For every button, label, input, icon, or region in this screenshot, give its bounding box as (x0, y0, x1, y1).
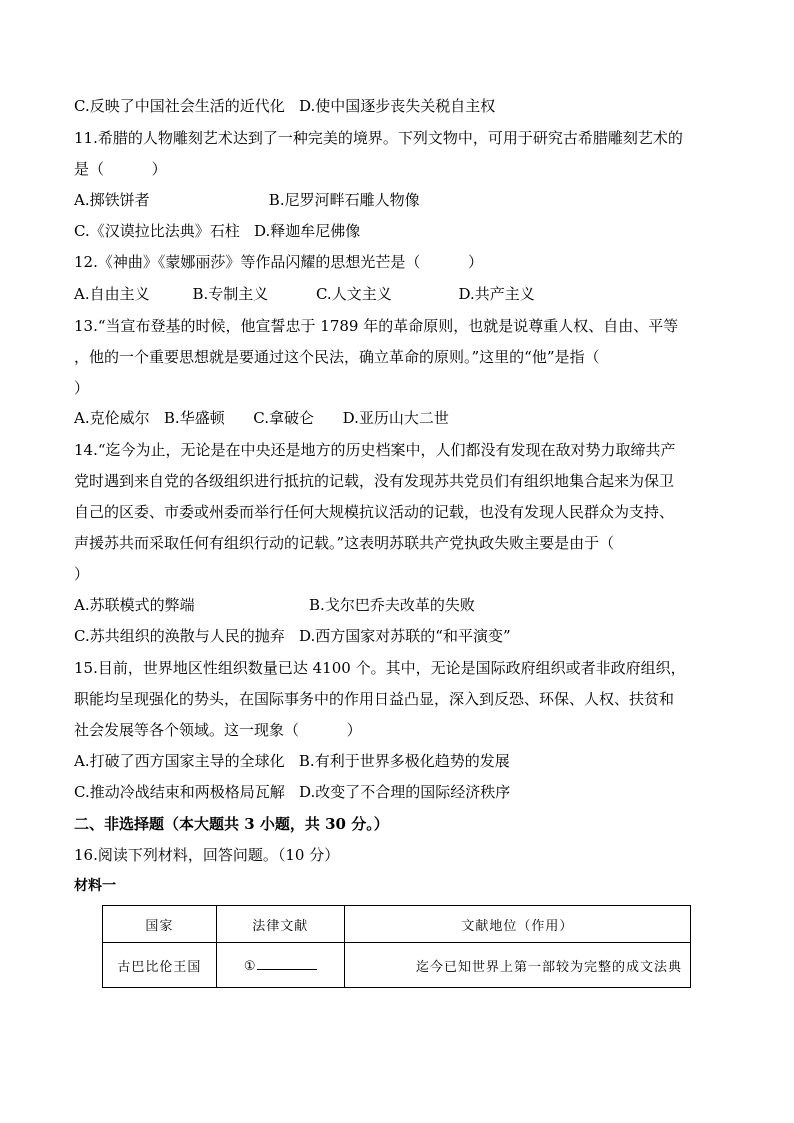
text-line: A.掷铁饼者 B.尼罗河畔石雕人物像 (74, 191, 420, 209)
text-line: C.反映了中国社会生活的近代化 D.使中国逐步丧失关税自主权 (74, 97, 496, 115)
text-line: 声援苏共而采取任何有组织行动的记载。”这表明苏联共产党执政失败主要是由于（ (74, 534, 615, 552)
text-line: 二、非选择题（本大题共 3 小题，共 30 分。） (74, 815, 389, 833)
text-line: 16.阅读下列材料，回答问题。（10 分） (74, 846, 340, 864)
text-line: ） (74, 565, 90, 583)
answer-blank-line (257, 957, 317, 970)
table-header-row (103, 906, 691, 943)
text-line: 社会发展等各个领域。这一现象（ ） (74, 721, 362, 739)
text-line: 党时遇到来自党的各级组织进行抵抗的记载，没有发现苏共党员们有组织地集合起来为保卫 (74, 472, 675, 490)
text-line: 14.“迄今为止，无论是在中央还是地方的历史档案中，人们都没有发现在敌对势力取缔共产 (74, 441, 676, 459)
text-line: A.打破了西方国家主导的全球化 B.有利于世界多极化趋势的发展 (74, 752, 510, 770)
text-line: 是（ ） (74, 160, 167, 178)
cell-document-status: 迄今已知世界上第一部较为完整的成文法典 (344, 943, 690, 988)
header-document-status: 文献地位（作用） (344, 906, 690, 943)
text-line: 13.“当宣布登基的时候，他宣誓忠于 1789 年的革命原则，也就是说尊重人权、自由、平等 (74, 317, 679, 335)
text-line: A.苏联模式的弊端 B.戈尔巴乔夫改革的失败 (74, 596, 475, 614)
text-line: 材料一 (74, 878, 116, 894)
table-row (103, 943, 691, 988)
text-line: A.克伦威尔 B.华盛顿 C.拿破仑 D.亚历山大二世 (74, 409, 449, 427)
text-line: ，他的一个重要思想就是要通过这个民法，确立革命的原则。”这里的“他”是指（ (74, 348, 600, 366)
law-table (102, 905, 691, 988)
text-line: C.《汉谟拉比法典》石柱 D.释迦牟尼佛像 (74, 222, 361, 240)
header-legal-document: 法律文献 (216, 906, 344, 943)
cell-country: 古巴比伦王国 (103, 943, 217, 988)
cell-legal-document-blank (216, 943, 344, 988)
text-line: A.自由主义 B.专制主义 C.人文主义 D.共产主义 (74, 285, 535, 303)
blank-number-mark: ① (243, 958, 257, 974)
text-line: 12.《神曲》《蒙娜丽莎》等作品闪耀的思想光芒是（ ） (74, 253, 484, 271)
text-line: 11.希腊的人物雕刻艺术达到了一种完美的境界。下列文物中，可用于研究古希腊雕刻艺术的 (74, 129, 683, 147)
text-line: 15.目前，世界地区性组织数量已达 4100 个。其中，无论是国际政府组织或者非政府组织， (74, 659, 686, 677)
text-line: 职能均呈现强化的势头，在国际事务中的作用日益凸显，深入到反恐、环保、人权、扶贫和 (74, 690, 675, 708)
text-line: 自己的区委、市委或州委而举行任何大规模抗议活动的记载，也没有发现人民群众为支持、 (74, 503, 675, 521)
text-line: ） (74, 379, 90, 397)
text-line: C.苏共组织的涣散与人民的抛弃 D.西方国家对苏联的“和平演变” (74, 627, 511, 645)
header-country: 国家 (103, 906, 217, 943)
text-line: C.推动冷战结束和两极格局瓦解 D.改变了不合理的国际经济秩序 (74, 783, 511, 801)
